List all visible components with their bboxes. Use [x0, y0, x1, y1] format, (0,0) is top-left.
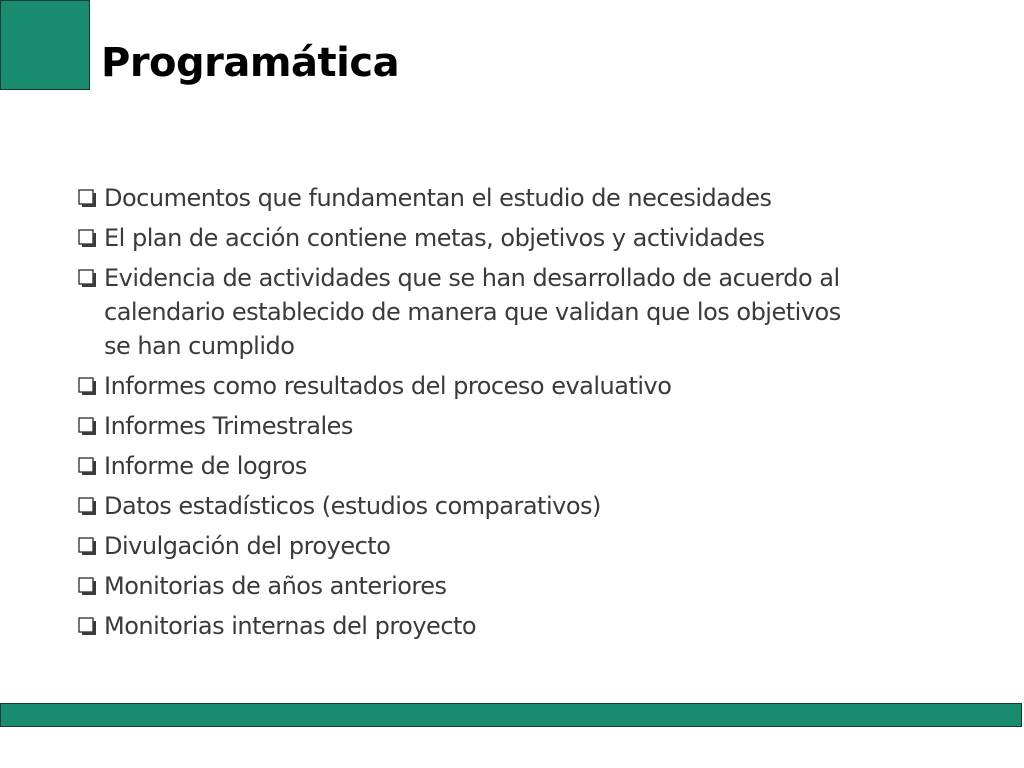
hollow-square-bullet-icon — [78, 189, 97, 208]
bullet-text: Informes como resultados del proceso evaluativo — [104, 372, 672, 400]
list-item — [78, 181, 978, 215]
list-item — [78, 529, 978, 563]
bullet-text: Informe de logros — [104, 452, 307, 480]
bullet-text: Evidencia de actividades que se han desarrollado de acuerdo al calendario establecido de manera que validan que los objetivos se han cumplido — [104, 264, 841, 360]
list-item — [78, 409, 978, 443]
hollow-square-bullet-icon — [78, 577, 97, 596]
hollow-square-bullet-icon — [78, 537, 97, 556]
list-item — [78, 369, 978, 403]
slide-title: Programática — [101, 40, 400, 86]
hollow-square-bullet-icon — [78, 617, 97, 636]
list-item — [78, 221, 978, 255]
bullet-text: El plan de acción contiene metas, objetivos y actividades — [104, 224, 765, 252]
list-item — [78, 569, 978, 603]
hollow-square-bullet-icon — [78, 269, 97, 288]
hollow-square-bullet-icon — [78, 229, 97, 248]
hollow-square-bullet-icon — [78, 377, 97, 396]
hollow-square-bullet-icon — [78, 417, 97, 436]
bullet-text: Monitorias de años anteriores — [104, 572, 447, 600]
accent-square — [0, 0, 90, 90]
list-item — [78, 449, 978, 483]
hollow-square-bullet-icon — [78, 457, 97, 476]
list-item — [78, 261, 978, 363]
list-item — [78, 609, 978, 643]
bullet-text: Datos estadísticos (estudios comparativos) — [104, 492, 601, 520]
list-item — [78, 489, 978, 523]
bottom-accent-bar — [0, 703, 1022, 727]
hollow-square-bullet-icon — [78, 497, 97, 516]
bullet-text: Informes Trimestrales — [104, 412, 353, 440]
bullet-text: Monitorias internas del proyecto — [104, 612, 477, 640]
bullet-text: Documentos que fundamentan el estudio de necesidades — [104, 184, 772, 212]
bullet-list — [78, 181, 978, 649]
bullet-text: Divulgación del proyecto — [104, 532, 391, 560]
